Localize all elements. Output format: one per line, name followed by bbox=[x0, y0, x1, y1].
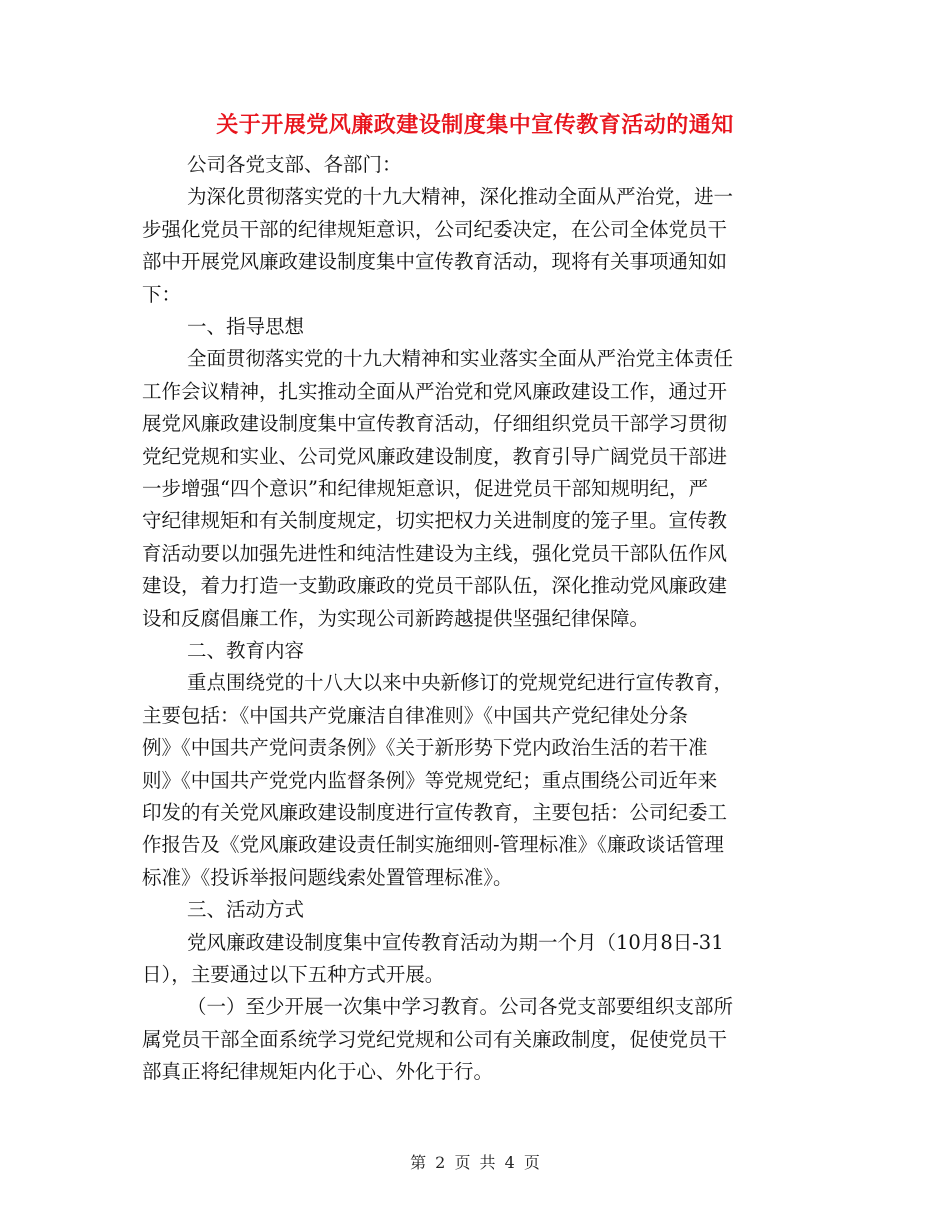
paragraph-line: 党纪党规和实业、公司党风廉政建设制度，教育引导广阔党员干部进 bbox=[142, 444, 728, 468]
page-number: 第 2 页 共 4 页 bbox=[410, 1153, 540, 1172]
paragraph-line: 设和反腐倡廉工作，为实现公司新跨越提供坚强纪律保障。 bbox=[142, 606, 650, 630]
paragraph-line: 例》《中国共产党问责条例》《关于新形势下党内政治生活的若干准 bbox=[142, 736, 708, 760]
paragraph-line: 属党员干部全面系统学习党纪党规和公司有关廉政制度，促使党员干 bbox=[142, 1027, 728, 1051]
paragraph-line: 三、活动方式 bbox=[187, 898, 305, 922]
paragraph-line: 重点围绕党的十八大以来中央新修订的党规党纪进行宣传教育， bbox=[187, 671, 734, 695]
paragraph-line: 下： bbox=[142, 282, 182, 306]
paragraph-line: 一、指导思想 bbox=[187, 315, 305, 338]
paragraph-line: 主要包括：《中国共产党廉洁自律准则》《中国共产党纪律处分条 bbox=[142, 703, 689, 727]
paragraph-line: 育活动要以加强先进性和纯洁性建设为主线，强化党员干部队伍作风 bbox=[142, 541, 728, 565]
paragraph-line: 步强化党员干部的纪律规矩意识，公司纪委决定，在公司全体党员干 bbox=[142, 217, 728, 241]
paragraph-line: 则》《中国共产党党内监督条例》等党规党纪；重点围绕公司近年来 bbox=[142, 768, 718, 792]
paragraph-line: 印发的有关党风廉政建设制度进行宣传教育，主要包括：公司纪委工 bbox=[142, 801, 728, 824]
paragraph-line: 党风廉政建设制度集中宣传教育活动为期一个月（10月8日-31 bbox=[187, 930, 724, 954]
paragraph-line: 工作会议精神，扎实推动全面从严治党和党风廉政建设工作，通过开 bbox=[142, 379, 728, 403]
paragraph-line: 公司各党支部、各部门： bbox=[187, 153, 402, 176]
paragraph-line: 全面贯彻落实党的十九大精神和实业落实全面从严治党主体责任 bbox=[187, 347, 734, 371]
paragraph-line: 标准》《投诉举报问题线索处置管理标准》。 bbox=[142, 865, 513, 889]
paragraph-line: 作报告及《党风廉政建设责任制实施细则-管理标准》《廉政谈话管理 bbox=[142, 833, 724, 857]
paragraph-line: 为深化贯彻落实党的十九大精神，深化推动全面从严治党，进一 bbox=[187, 185, 734, 209]
paragraph-line: 部真正将纪律规矩内化于心、外化于行。 bbox=[142, 1060, 494, 1084]
paragraph-line: （一）至少开展一次集中学习教育。公司各党支部要组织支部所 bbox=[187, 995, 734, 1019]
paragraph-line: 展党风廉政建设制度集中宣传教育活动，仔细组织党员干部学习贯彻 bbox=[142, 412, 728, 436]
paragraph-line: 守纪律规矩和有关制度规定，切实把权力关进制度的笼子里。宣传教 bbox=[142, 509, 728, 533]
paragraph-line: 日），主要通过以下五种方式开展。 bbox=[142, 963, 445, 986]
paragraph-line: 部中开展党风廉政建设制度集中宣传教育活动，现将有关事项通知如 bbox=[142, 250, 728, 274]
paragraph-line: 建设，着力打造一支勤政廉政的党员干部队伍，深化推动党风廉政建 bbox=[142, 574, 728, 598]
document-title: 关于开展党风廉政建设制度集中宣传教育活动的通知 bbox=[216, 113, 734, 138]
paragraph-line: 一步增强“四个意识”和纪律规矩意识，促进党员干部知规明纪，严 bbox=[142, 477, 708, 500]
paragraph-line: 二、教育内容 bbox=[187, 639, 305, 662]
